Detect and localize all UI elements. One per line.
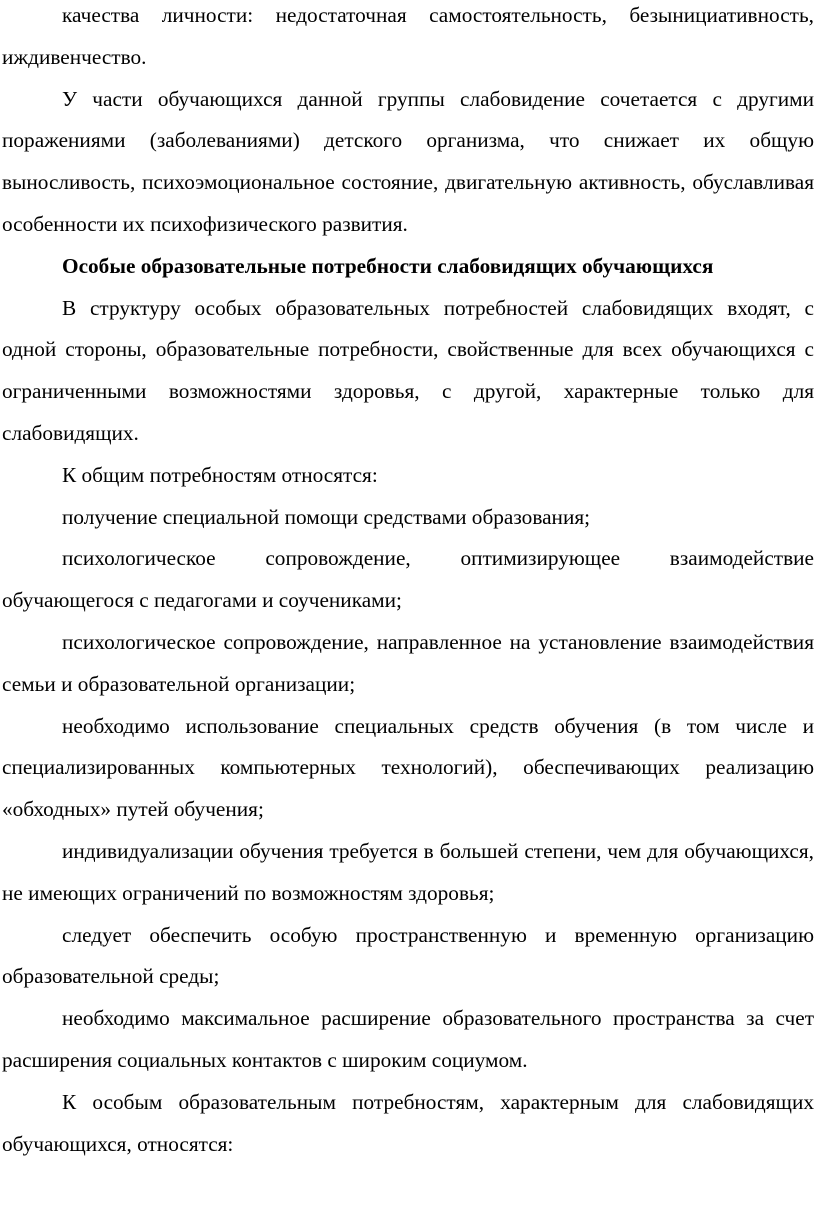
paragraph-special-needs-intro: К особым образовательным потребностям, характерным для слабовидящих обучающихся, относятся: (2, 1089, 814, 1156)
list-item-special-means: необходимо использование специальных средств обучения (в том числе и специализированных компьютерных технологий), обеспечивающих реализацию «обходных» путей обучения; (2, 713, 814, 822)
list-item-special-help: получение специальной помощи средствами образования; (62, 504, 591, 529)
paragraph-general-needs-intro: К общим потребностям относятся: (62, 462, 378, 487)
paragraph-continuation: качества личности: недостаточная самостоятельность, безынициативность, иждивенчество. (2, 3, 814, 69)
list-item-social-contacts: необходимо максимальное расширение образовательного пространства за счет расширения социальных контактов с широким социумом. (2, 1006, 814, 1072)
paragraph-structure: В структуру особых образовательных потребностей слабовидящих входят, с одной стороны, образовательные потребности, свойственные для всех обучающихся с ограниченными возможностями здоровья, с другой, характерные только для слабовидящих. (2, 295, 814, 445)
list-item-spatial-organization: следует обеспечить особую пространственную и временную организацию образовательной среды; (2, 922, 814, 989)
list-item-individualization: индивидуализации обучения требуется в большей степени, чем для обучающихся, не имеющих ограничений по возможностям здоровья; (2, 838, 814, 905)
list-item-psych-support-family: психологическое сопровождение, направленное на установление взаимодействия семьи и образовательной организации; (2, 629, 814, 696)
section-heading: Особые образовательные потребности слабовидящих обучающихся (62, 253, 714, 278)
paragraph-comorbidity: У части обучающихся данной группы слабовидение сочетается с другими поражениями (заболеваниями) детского организма, что снижает их общую выносливость, психоэмоциональное состояние, двигательную активность, обуславливая особенности их психофизического развития. (2, 86, 814, 236)
list-item-psych-support-peers: психологическое сопровождение, оптимизирующее взаимодействие обучающегося с педагогами и соучениками; (2, 546, 814, 613)
